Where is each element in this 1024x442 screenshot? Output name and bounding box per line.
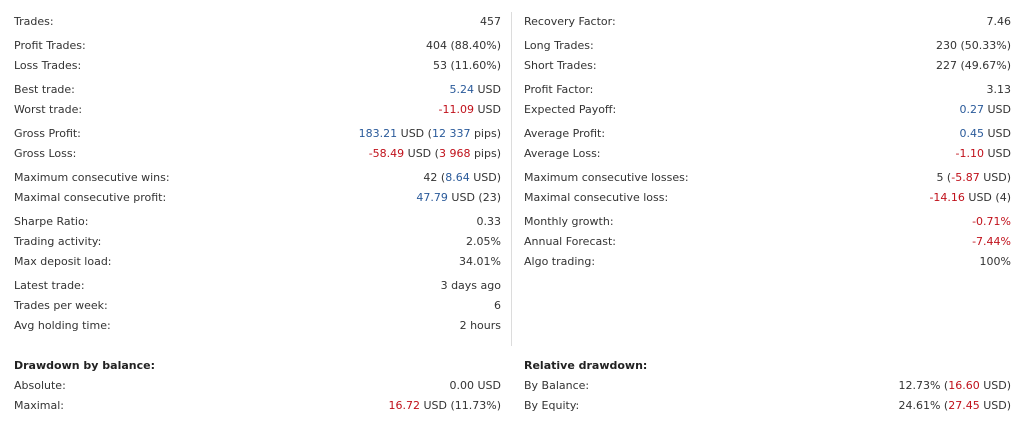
stat-value	[959, 124, 1011, 144]
stat-value: 2.05%	[466, 235, 501, 248]
stat-value	[898, 396, 1011, 416]
stat-row-loss-trades	[14, 56, 501, 76]
stat-label: Max deposit load:	[14, 255, 112, 268]
unit-text: USD	[983, 103, 1011, 116]
stat-value	[959, 100, 1011, 120]
stat-value: 0.33	[476, 215, 501, 228]
negative-amount: -11.09	[438, 103, 474, 116]
positive-amount: 0.27	[959, 103, 984, 116]
percent-text: 24.61% (	[898, 399, 949, 412]
section-heading: Drawdown by balance:	[14, 359, 155, 372]
stat-value	[439, 100, 501, 120]
stat-label: Trading activity:	[14, 235, 102, 248]
stat-row-trades	[14, 12, 501, 32]
negative-amount: -5.87	[951, 171, 980, 184]
unit-text: USD (	[397, 127, 432, 140]
stat-label: Loss Trades:	[14, 59, 82, 72]
stat-label: Recovery Factor:	[524, 15, 616, 28]
stat-value	[956, 144, 1011, 164]
stat-row-max-deposit-load	[14, 252, 501, 272]
negative-amount: 27.45	[948, 399, 980, 412]
stat-label: Avg holding time:	[14, 319, 111, 332]
unit-text: pips)	[470, 127, 501, 140]
unit-text: USD)	[979, 399, 1011, 412]
stat-label: Maximal consecutive profit:	[14, 191, 167, 204]
unit-text: USD	[473, 83, 501, 96]
unit-text: USD	[983, 127, 1011, 140]
stat-label: Monthly growth:	[524, 215, 614, 228]
stat-row-avg-holding-time	[14, 316, 501, 336]
stat-value	[388, 396, 501, 416]
stat-value: 100%	[979, 255, 1011, 268]
stat-label: Profit Factor:	[524, 83, 594, 96]
stat-row-max-consecutive-wins	[14, 168, 501, 188]
stat-value: 227 (49.67%)	[935, 59, 1011, 72]
stat-row-recovery-factor	[524, 12, 1011, 32]
stat-value: 404 (88.40%)	[425, 39, 501, 52]
stat-value: 3 days ago	[440, 279, 501, 292]
stat-label: Trades per week:	[14, 299, 108, 312]
stat-row-annual-forecast	[524, 232, 1011, 252]
stat-value: 7.46	[986, 15, 1011, 28]
stat-value: 34.01%	[459, 255, 501, 268]
stat-label: Algo trading:	[524, 255, 596, 268]
stat-label: Long Trades:	[524, 39, 594, 52]
column-divider	[511, 12, 512, 346]
stat-value: 0.00 USD	[449, 379, 501, 392]
percent-text: 12.73% (	[898, 379, 949, 392]
unit-text: pips)	[470, 147, 501, 160]
stat-value	[898, 376, 1011, 396]
stat-label: Short Trades:	[524, 59, 597, 72]
positive-amount: 183.21	[358, 127, 398, 140]
stat-row-long-trades	[524, 36, 1011, 56]
stat-row-monthly-growth	[524, 212, 1011, 232]
stat-row-algo-trading	[524, 252, 1011, 272]
stat-value: 457	[480, 15, 501, 28]
stat-value: 2 hours	[459, 319, 501, 332]
negative-amount: 16.60	[948, 379, 980, 392]
stat-row-maximal	[14, 396, 501, 416]
stat-row-sharpe-ratio	[14, 212, 501, 232]
stat-value: 230 (50.33%)	[935, 39, 1011, 52]
stat-row-average-profit	[524, 124, 1011, 144]
count-text: 5 (	[936, 171, 952, 184]
stat-value: -7.44%	[972, 235, 1011, 248]
drawdown-by-balance-header	[14, 356, 501, 376]
stat-row-expected-payoff	[524, 100, 1011, 120]
negative-amount: -14.16	[929, 191, 965, 204]
stat-label: Worst trade:	[14, 103, 83, 116]
negative-pips: 3 968	[438, 147, 471, 160]
stat-label: Gross Loss:	[14, 147, 77, 160]
stat-label: Gross Profit:	[14, 127, 81, 140]
stat-value: 6	[494, 299, 501, 312]
stat-row-short-trades	[524, 56, 1011, 76]
unit-text: USD)	[469, 171, 501, 184]
stat-label: Profit Trades:	[14, 39, 86, 52]
stat-value: 53 (11.60%)	[432, 59, 501, 72]
stat-label: Average Loss:	[524, 147, 601, 160]
relative-drawdown-header	[524, 356, 1011, 376]
stat-row-max-consecutive-profit	[14, 188, 501, 208]
stat-row-trading-activity	[14, 232, 501, 252]
negative-amount: -58.49	[368, 147, 405, 160]
positive-amount: 0.45	[959, 127, 984, 140]
unit-text: USD (4)	[964, 191, 1011, 204]
positive-pips: 12 337	[431, 127, 471, 140]
stat-value	[359, 124, 501, 144]
unit-text: USD (23)	[447, 191, 501, 204]
stat-label: Expected Payoff:	[524, 103, 617, 116]
unit-text: USD (	[404, 147, 439, 160]
stat-row-trades-per-week	[14, 296, 501, 316]
stat-row-profit-trades	[14, 36, 501, 56]
right-stats-column	[524, 12, 1011, 416]
section-heading: Relative drawdown:	[524, 359, 648, 372]
stat-value	[936, 168, 1011, 188]
stat-label: Trades:	[14, 15, 54, 28]
negative-amount: -1.10	[955, 147, 984, 160]
stat-row-best-trade	[14, 80, 501, 100]
stat-row-profit-factor	[524, 80, 1011, 100]
stat-label: Average Profit:	[524, 127, 606, 140]
count-text: 42 (	[423, 171, 446, 184]
stat-value	[423, 168, 501, 188]
unit-text: USD	[983, 147, 1011, 160]
stat-label: Best trade:	[14, 83, 75, 96]
stat-row-latest-trade	[14, 276, 501, 296]
stat-row-by-balance	[524, 376, 1011, 396]
stat-label: Sharpe Ratio:	[14, 215, 89, 228]
stat-row-by-equity	[524, 396, 1011, 416]
stat-value	[416, 188, 501, 208]
stat-label: Annual Forecast:	[524, 235, 616, 248]
stat-value	[369, 144, 501, 164]
stat-label: Latest trade:	[14, 279, 85, 292]
positive-amount: 8.64	[445, 171, 470, 184]
stat-label: Maximal:	[14, 399, 65, 412]
stat-row-worst-trade	[14, 100, 501, 120]
stat-label: By Equity:	[524, 399, 580, 412]
stat-label: Maximum consecutive losses:	[524, 171, 689, 184]
left-stats-column	[14, 12, 501, 416]
unit-text: USD	[473, 103, 501, 116]
stat-row-max-consecutive-losses	[524, 168, 1011, 188]
stat-row-absolute	[14, 376, 501, 396]
stat-row-gross-loss	[14, 144, 501, 164]
stat-value: -0.71%	[972, 215, 1011, 228]
stat-label: Maximum consecutive wins:	[14, 171, 170, 184]
unit-text: USD (11.73%)	[419, 399, 501, 412]
stat-row-gross-profit	[14, 124, 501, 144]
unit-text: USD)	[979, 379, 1011, 392]
negative-amount: 16.72	[388, 399, 420, 412]
stat-label: Absolute:	[14, 379, 66, 392]
stat-value	[929, 188, 1011, 208]
stat-value	[449, 80, 501, 100]
unit-text: USD)	[979, 171, 1011, 184]
stat-row-average-loss	[524, 144, 1011, 164]
positive-amount: 47.79	[416, 191, 448, 204]
stat-value: 3.13	[986, 83, 1011, 96]
positive-amount: 5.24	[449, 83, 474, 96]
stat-row-max-consecutive-loss	[524, 188, 1011, 208]
stat-label: Maximal consecutive loss:	[524, 191, 669, 204]
stat-label: By Balance:	[524, 379, 590, 392]
